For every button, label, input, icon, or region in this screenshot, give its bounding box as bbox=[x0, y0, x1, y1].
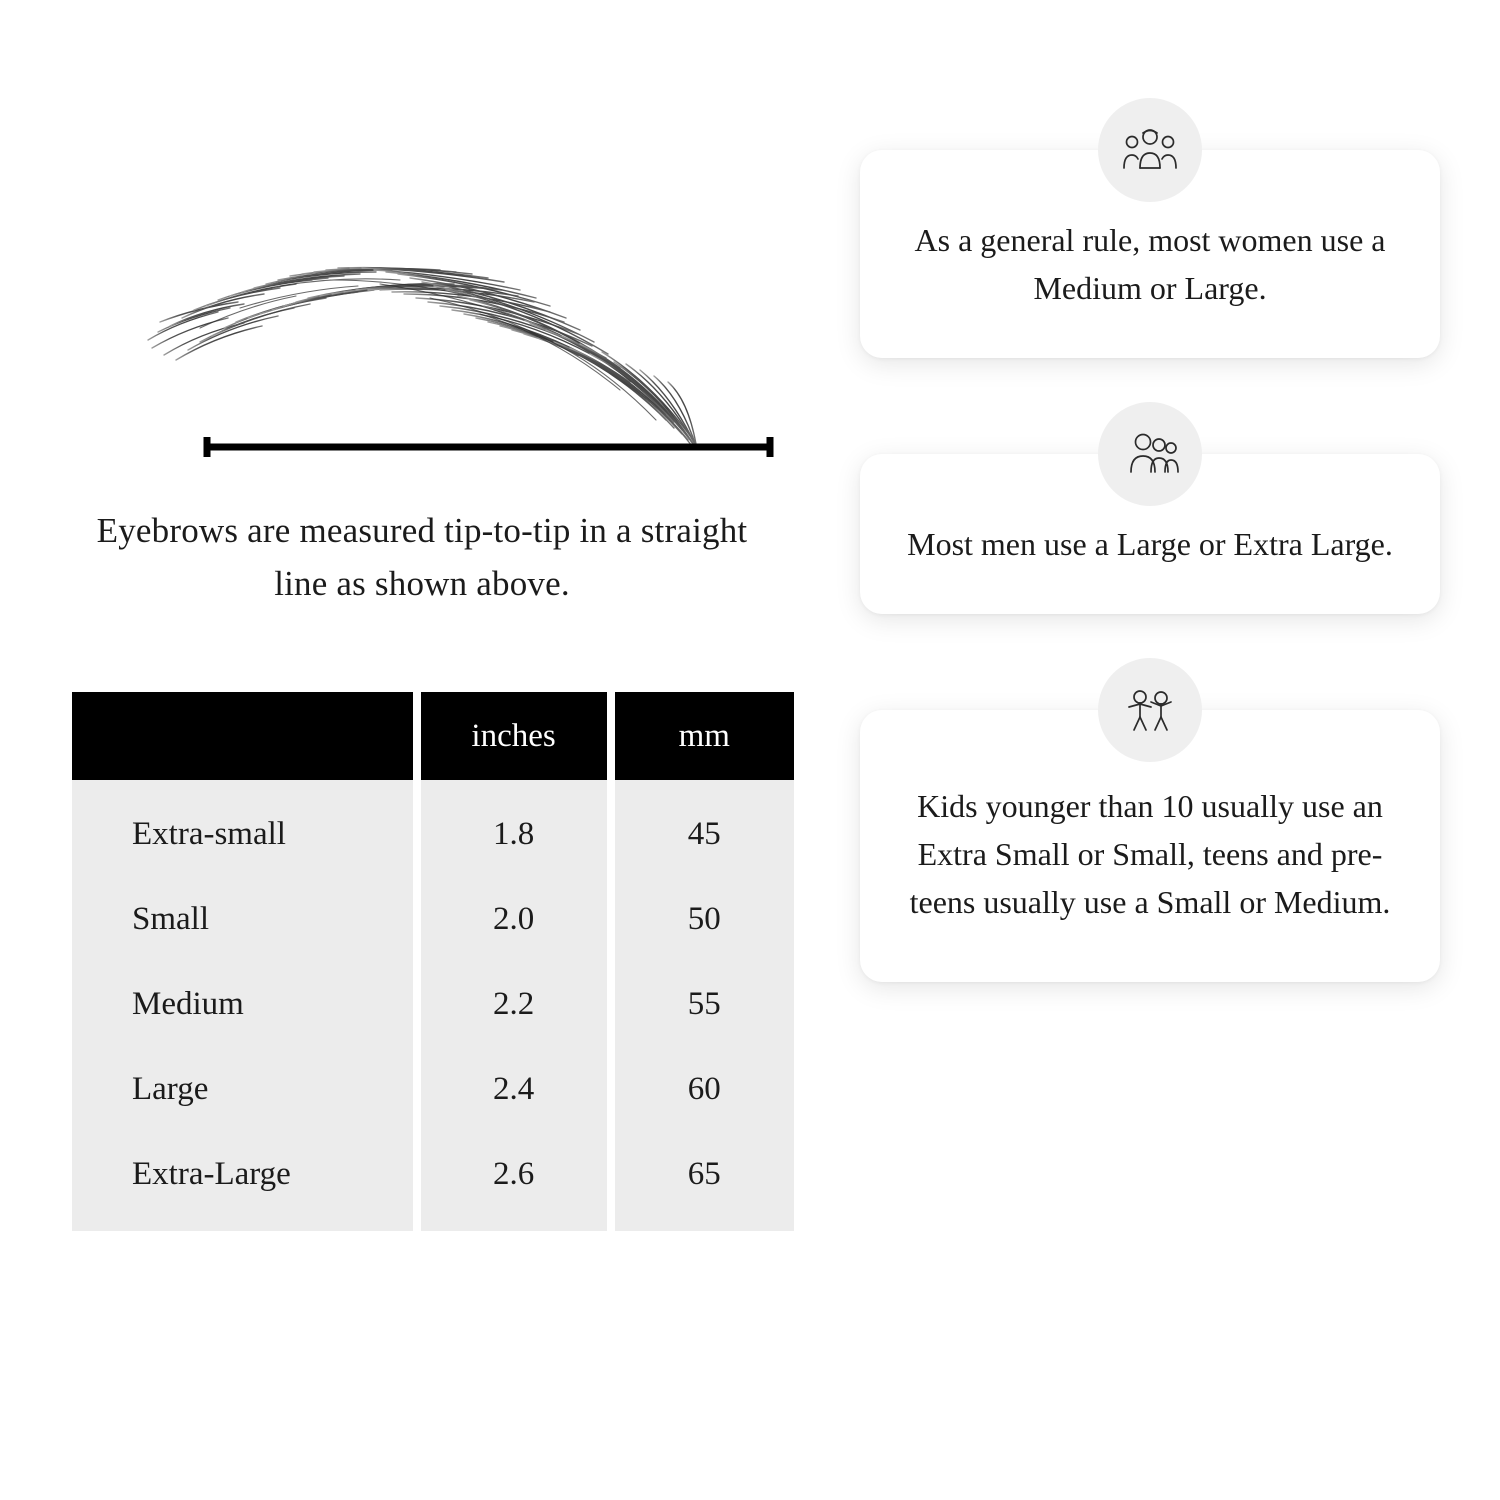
info-card-men bbox=[860, 454, 1440, 614]
cell-inches: 2.0 bbox=[421, 877, 615, 962]
eyebrow-figure bbox=[130, 150, 770, 480]
info-card-text: Kids younger than 10 usually use an Extra Small or Small, teens and pre-teens usually use a Small or Medium. bbox=[909, 788, 1391, 920]
right-column bbox=[860, 150, 1440, 982]
cell-size-name: Small bbox=[72, 877, 421, 962]
kids-icon bbox=[1098, 658, 1202, 762]
cell-mm: 60 bbox=[615, 1047, 794, 1132]
info-card-text: As a general rule, most women use a Medium or Large. bbox=[914, 222, 1386, 306]
table-header bbox=[72, 692, 794, 780]
table-row bbox=[72, 962, 794, 1047]
women-group-icon bbox=[1098, 98, 1202, 202]
table-row bbox=[72, 780, 794, 877]
cell-size-name: Extra-Large bbox=[72, 1132, 421, 1231]
cell-size-name: Large bbox=[72, 1047, 421, 1132]
cell-size-name: Extra-small bbox=[72, 780, 421, 877]
column-header-size bbox=[72, 692, 421, 780]
cell-inches: 2.4 bbox=[421, 1047, 615, 1132]
size-chart-table bbox=[72, 692, 794, 1231]
table-header-row bbox=[72, 692, 794, 780]
table-body bbox=[72, 780, 794, 1231]
table-row bbox=[72, 1132, 794, 1231]
tip-to-tip-measure-bar bbox=[202, 435, 775, 459]
column-header-mm: mm bbox=[615, 692, 794, 780]
figure-caption: Eyebrows are measured tip-to-tip in a straight line as shown above. bbox=[96, 511, 748, 604]
cell-inches: 2.6 bbox=[421, 1132, 615, 1231]
table-row bbox=[72, 877, 794, 962]
cell-mm: 55 bbox=[615, 962, 794, 1047]
table-row bbox=[72, 1047, 794, 1132]
cell-mm: 50 bbox=[615, 877, 794, 962]
info-card-text: Most men use a Large or Extra Large. bbox=[907, 526, 1393, 562]
column-header-inches: inches bbox=[421, 692, 615, 780]
cell-inches: 1.8 bbox=[421, 780, 615, 877]
cell-size-name: Medium bbox=[72, 962, 421, 1047]
cell-inches: 2.2 bbox=[421, 962, 615, 1047]
cell-mm: 45 bbox=[615, 780, 794, 877]
left-column bbox=[72, 150, 802, 1231]
men-group-icon bbox=[1098, 402, 1202, 506]
eyebrow-illustration bbox=[130, 150, 770, 450]
info-card-kids bbox=[860, 710, 1440, 982]
cell-mm: 65 bbox=[615, 1132, 794, 1231]
info-card-women bbox=[860, 150, 1440, 358]
